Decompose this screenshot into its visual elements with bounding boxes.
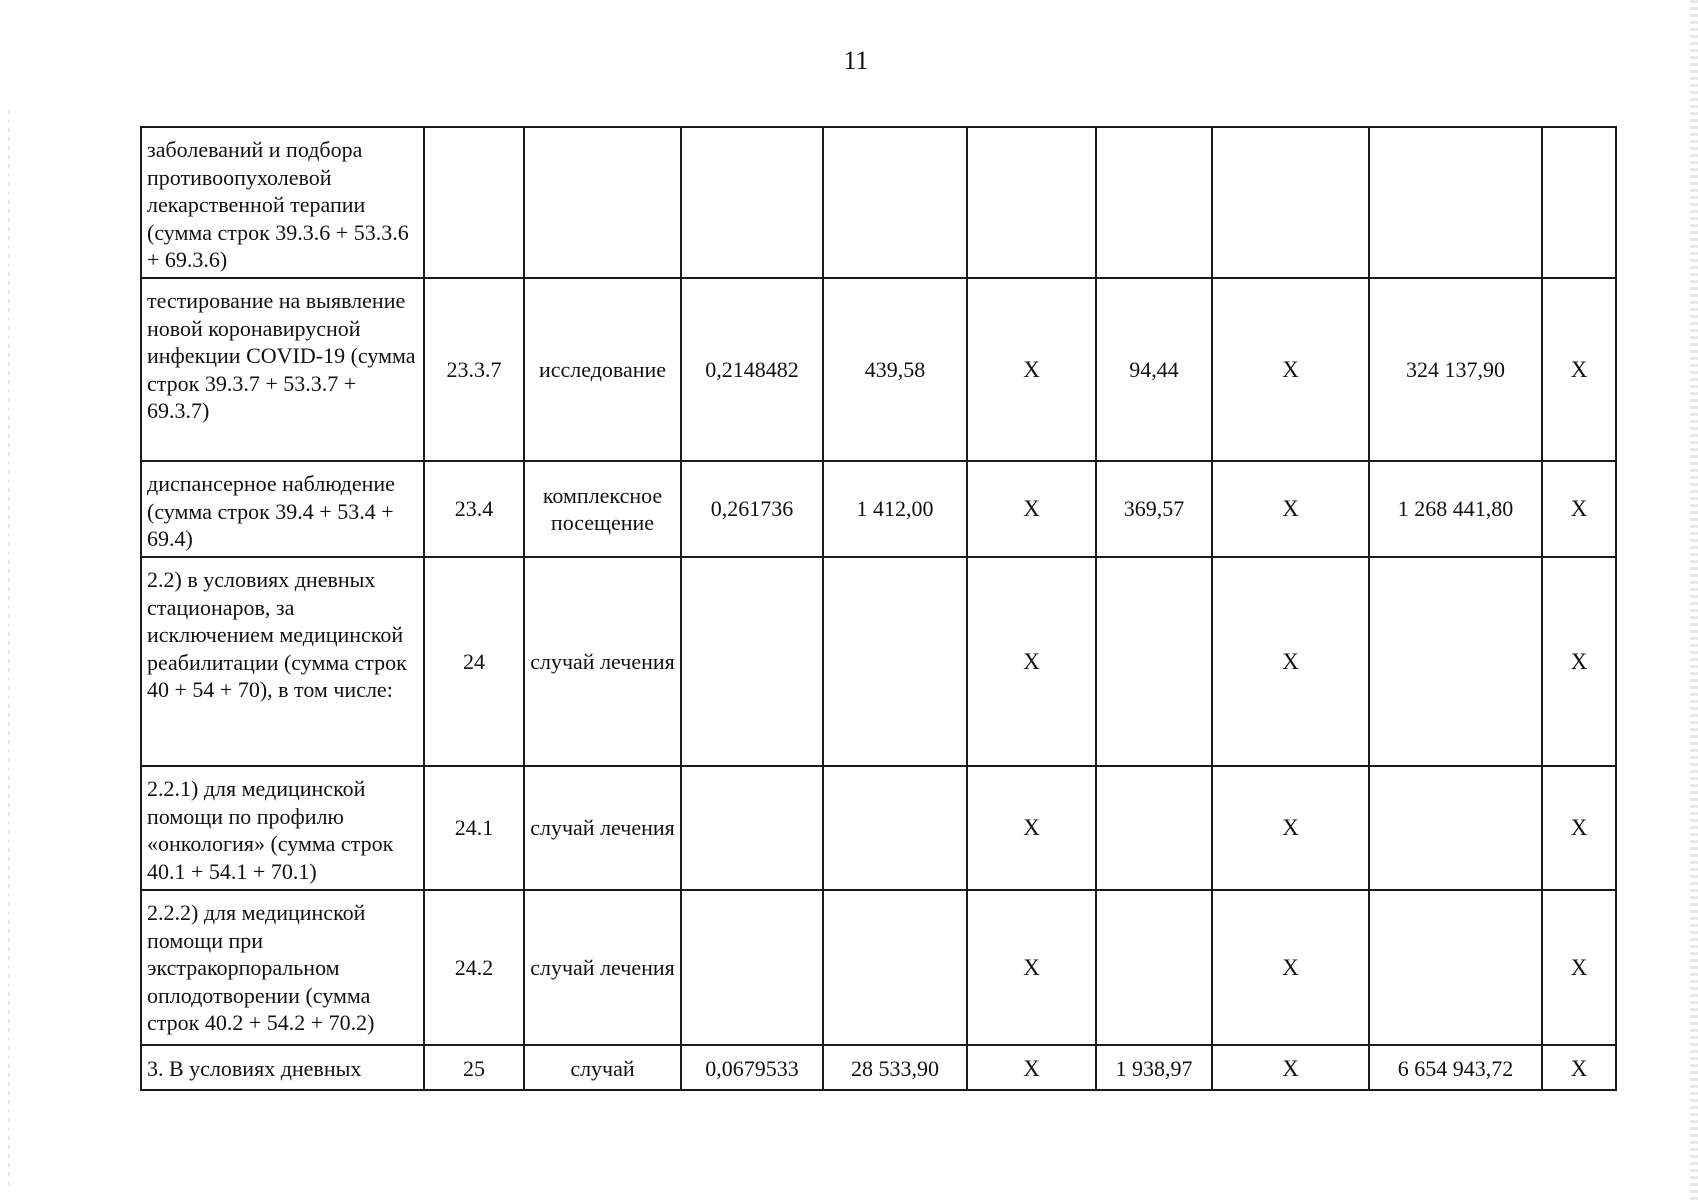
row-name-cell: 2.2.1) для медицинской помощи по профилю «онкология» (сумма строк 40.1 + 54.1 + 70.1): [141, 766, 424, 890]
row-cost-per-unit-cell: [823, 890, 967, 1045]
row-col6-cell: X: [967, 557, 1096, 766]
row-col10-cell: X: [1542, 890, 1616, 1045]
row-per-capita-cell: 369,57: [1096, 461, 1212, 557]
row-col8-cell: X: [1212, 278, 1369, 461]
row-line-number-cell: 23.3.7: [424, 278, 524, 461]
row-col6-cell: [967, 127, 1096, 278]
row-name-cell: 2.2) в условиях дневных стационаров, за исключением медицинской реабилитации (сумма строк 40 + 54 + 70), в том числе:: [141, 557, 424, 766]
row-line-number-cell: 24: [424, 557, 524, 766]
row-col10-cell: X: [1542, 1045, 1616, 1090]
row-standard-volume-cell: [681, 127, 823, 278]
row-col8-cell: X: [1212, 557, 1369, 766]
row-cost-per-unit-cell: 1 412,00: [823, 461, 967, 557]
row-unit-cell: случай лечения: [524, 766, 681, 890]
row-line-number-cell: [424, 127, 524, 278]
row-col6-cell: X: [967, 278, 1096, 461]
page-number: 11: [843, 46, 869, 75]
scan-edge-noise: [1690, 0, 1698, 1200]
row-col6-cell: X: [967, 890, 1096, 1045]
row-line-number-cell: 24.1: [424, 766, 524, 890]
row-unit-cell: случай: [524, 1045, 681, 1090]
scan-edge-noise: [8, 110, 10, 1190]
row-standard-volume-cell: 0,2148482: [681, 278, 823, 461]
table-row: [141, 1045, 1616, 1090]
row-standard-volume-cell: [681, 766, 823, 890]
row-total-cost-cell: [1369, 127, 1542, 278]
row-name-cell: заболеваний и подбора противоопухолевой лекарственной терапии (сумма строк 39.3.6 + 53.3.6 + 69.3.6): [141, 127, 424, 278]
row-col10-cell: [1542, 127, 1616, 278]
row-cost-per-unit-cell: 28 533,90: [823, 1045, 967, 1090]
row-total-cost-cell: [1369, 890, 1542, 1045]
row-total-cost-cell: 6 654 943,72: [1369, 1045, 1542, 1090]
row-col10-cell: X: [1542, 766, 1616, 890]
row-total-cost-cell: [1369, 766, 1542, 890]
row-unit-cell: комплексное посещение: [524, 461, 681, 557]
table-row: [141, 461, 1616, 557]
row-col8-cell: [1212, 127, 1369, 278]
row-unit-cell: [524, 127, 681, 278]
table-row: [141, 890, 1616, 1045]
table-row: [141, 557, 1616, 766]
table-row: [141, 766, 1616, 890]
row-name-cell: диспансерное наблюдение (сумма строк 39.4 + 53.4 + 69.4): [141, 461, 424, 557]
table-row: [141, 127, 1616, 278]
row-standard-volume-cell: [681, 890, 823, 1045]
row-name-cell: 3. В условиях дневных: [141, 1045, 424, 1090]
row-standard-volume-cell: 0,261736: [681, 461, 823, 557]
row-per-capita-cell: 1 938,97: [1096, 1045, 1212, 1090]
row-line-number-cell: 23.4: [424, 461, 524, 557]
financing-table: [140, 126, 1617, 1091]
row-per-capita-cell: 94,44: [1096, 278, 1212, 461]
row-line-number-cell: 25: [424, 1045, 524, 1090]
row-cost-per-unit-cell: [823, 557, 967, 766]
row-per-capita-cell: [1096, 127, 1212, 278]
row-unit-cell: случай лечения: [524, 890, 681, 1045]
row-col8-cell: X: [1212, 890, 1369, 1045]
row-col6-cell: X: [967, 461, 1096, 557]
row-unit-cell: случай лечения: [524, 557, 681, 766]
row-col8-cell: X: [1212, 766, 1369, 890]
row-col6-cell: X: [967, 1045, 1096, 1090]
row-per-capita-cell: [1096, 557, 1212, 766]
row-cost-per-unit-cell: 439,58: [823, 278, 967, 461]
row-standard-volume-cell: 0,0679533: [681, 1045, 823, 1090]
row-total-cost-cell: 324 137,90: [1369, 278, 1542, 461]
row-col6-cell: X: [967, 766, 1096, 890]
row-line-number-cell: 24.2: [424, 890, 524, 1045]
row-name-cell: 2.2.2) для медицинской помощи при экстракорпоральном оплодотворении (сумма строк 40.2 + 54.2 + 70.2): [141, 890, 424, 1045]
row-standard-volume-cell: [681, 557, 823, 766]
row-col10-cell: X: [1542, 461, 1616, 557]
row-name-cell: тестирование на выявление новой коронавирусной инфекции COVID-19 (сумма строк 39.3.7 + 53.3.7 + 69.3.7): [141, 278, 424, 461]
row-per-capita-cell: [1096, 766, 1212, 890]
row-col10-cell: X: [1542, 278, 1616, 461]
row-col8-cell: X: [1212, 461, 1369, 557]
row-total-cost-cell: [1369, 557, 1542, 766]
table-row: [141, 278, 1616, 461]
row-cost-per-unit-cell: [823, 127, 967, 278]
row-cost-per-unit-cell: [823, 766, 967, 890]
row-per-capita-cell: [1096, 890, 1212, 1045]
row-unit-cell: исследование: [524, 278, 681, 461]
row-total-cost-cell: 1 268 441,80: [1369, 461, 1542, 557]
row-col10-cell: X: [1542, 557, 1616, 766]
row-col8-cell: X: [1212, 1045, 1369, 1090]
